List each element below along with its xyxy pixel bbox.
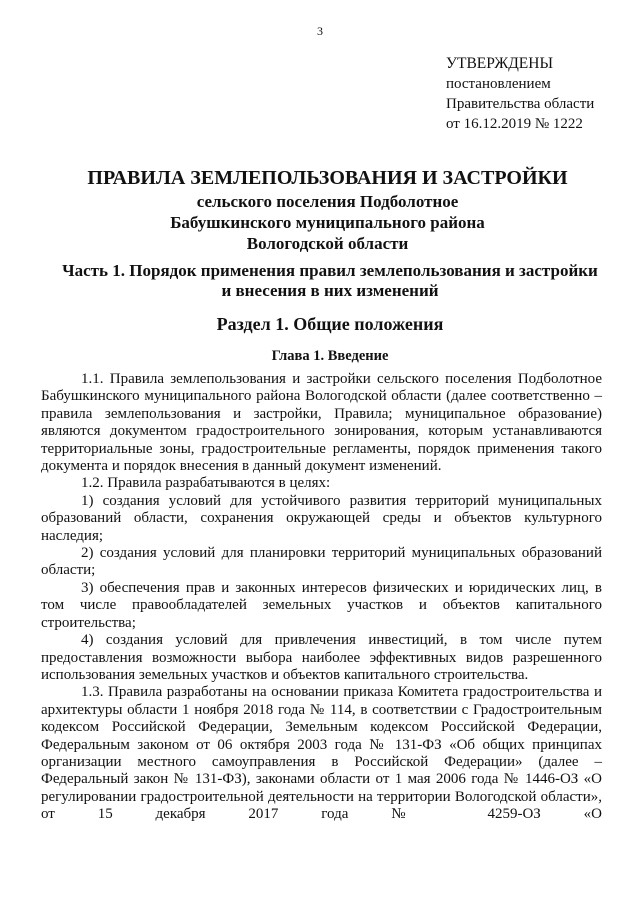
part-heading-line: и внесения в них изменений — [221, 281, 439, 300]
title-subtitle: Бабушкинского муниципального района — [170, 213, 485, 232]
approval-line: постановлением — [446, 76, 551, 92]
part-heading-line: Часть 1. Порядок применения правил землепользования и застройки — [62, 261, 598, 280]
body-text — [41, 371, 602, 824]
paragraph: 4) создания условий для привлечения инвестиций, в том числе путем предоставления возможности выбора наиболее эффективных видов разрешенного использования земельных участков и объектов капитального строительства. — [41, 632, 602, 683]
section-heading: Раздел 1. Общие положения — [216, 314, 444, 334]
title-subtitle: сельского поселения Подболотное — [196, 192, 459, 211]
title-main: ПРАВИЛА ЗЕМЛЕПОЛЬЗОВАНИЯ И ЗАСТРОЙКИ — [87, 167, 568, 189]
document-title — [40, 165, 615, 254]
approval-date: от 16.12.2019 № 1222 — [446, 116, 583, 132]
paragraph: 1.3. Правила разработаны на основании приказа Комитета градостроительства и архитектуры области 1 ноября 2018 года № 114, в соответствии с Градостроительным кодексом Российской Федерации, Земельным кодексом Российской Федерации, Федеральным законом от 06 октября 2003 года № 131-ФЗ «Об общих принципах организации местного самоуправления в Российской Федерации» (далее – Федеральный закон № 131-ФЗ), законами области от 1 мая 2006 года № 1446-ОЗ «О регулировании градостроительной деятельности на территории Вологодской области», от 15 декабря 2017 года № 4259-ОЗ «О — [41, 684, 602, 823]
chapter-heading: Глава 1. Введение — [271, 348, 389, 364]
page-number: 3 — [317, 24, 323, 38]
approval-line: Правительства области — [446, 96, 595, 112]
paragraph: 1) создания условий для устойчивого развития территорий муниципальных образований области, сохранения окружающей среды и объектов культурного наследия; — [41, 492, 602, 544]
paragraph: 3) обеспечения прав и законных интересов физических и юридических лиц, в том числе правообладателей земельных участков и объектов капитального строительства; — [41, 579, 602, 631]
paragraph: 1.1. Правила землепользования и застройки сельского поселения Подболотное Бабушкинского муниципального района Вологодской области (далее соответственно – правила землепользования и застройки, Правила; муниципальное образование) являются документом градостроительного зонирования, которым устанавливаются территориальные зоны, градостроительные регламенты, порядок применения такого документа и порядок внесения в данный документ изменений. — [41, 371, 602, 475]
approval-stamp — [446, 54, 594, 134]
part-heading — [40, 261, 620, 301]
approval-heading: УТВЕРЖДЕНЫ — [446, 55, 553, 72]
title-subtitle: Вологодской области — [246, 234, 409, 253]
paragraph: 2) создания условий для планировки территорий муниципальных образований области; — [41, 545, 602, 579]
paragraph: 1.2. Правила разрабатываются в целях: — [81, 475, 331, 492]
